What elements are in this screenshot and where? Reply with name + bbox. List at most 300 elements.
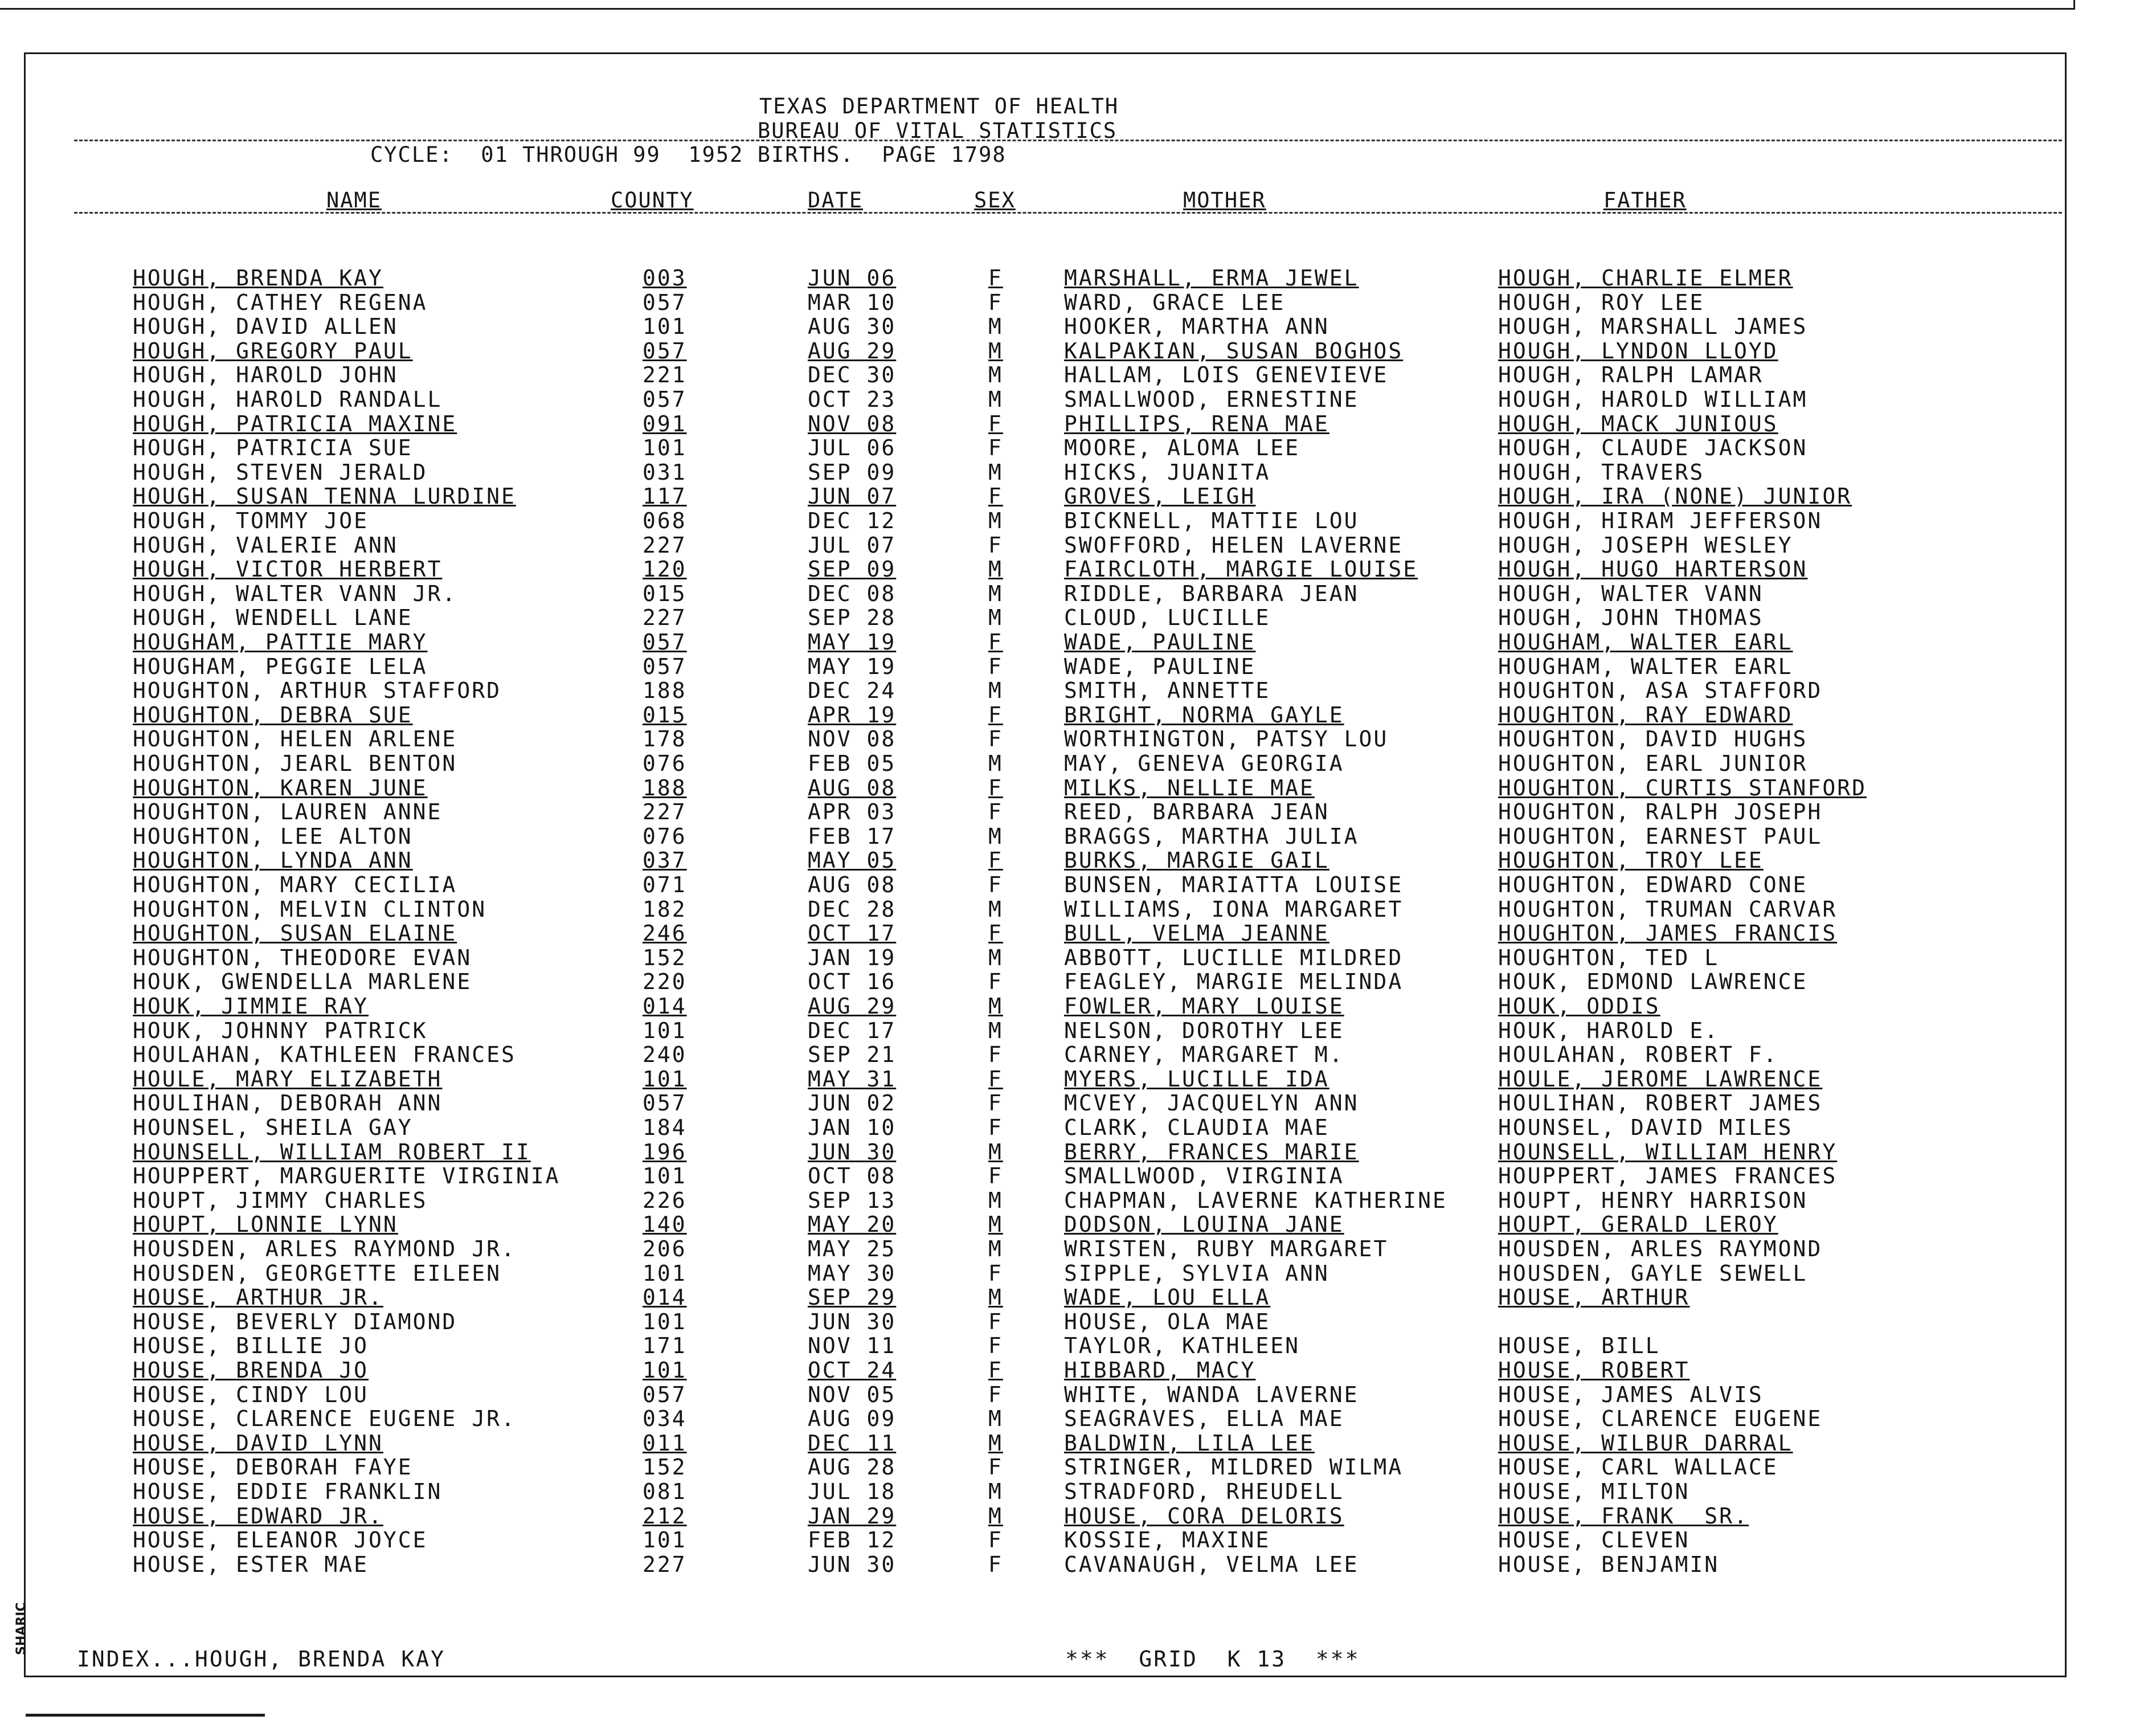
cell-father: HOUSE, MILTON xyxy=(1498,1479,1690,1504)
cell-sex: M xyxy=(988,1139,1003,1165)
cell-mother: FAIRCLOTH, MARGIE LOUISE xyxy=(1064,557,1418,582)
cell-county: 003 xyxy=(643,265,687,291)
cell-sex: F xyxy=(988,872,1003,897)
cell-father: HOUGH, JOSEPH WESLEY xyxy=(1498,532,1793,558)
cell-county: 184 xyxy=(643,1115,687,1140)
cell-mother: RIDDLE, BARBARA JEAN xyxy=(1064,581,1359,606)
cell-name: HOUK, JIMMIE RAY xyxy=(133,994,369,1019)
cell-father: HOUSE, CLEVEN xyxy=(1498,1527,1690,1553)
table-row xyxy=(0,1383,2156,1407)
cell-county: 057 xyxy=(643,289,687,315)
table-row xyxy=(0,727,2156,751)
cell-father: HOULAHAN, ROBERT F. xyxy=(1498,1042,1778,1068)
cell-name: HOUGH, CATHEY REGENA xyxy=(133,289,428,315)
cell-mother: NELSON, DOROTHY LEE xyxy=(1064,1018,1344,1043)
cell-county: 037 xyxy=(643,848,687,873)
cell-name: HOUGH, WENDELL LANE xyxy=(133,605,413,631)
cell-name: HOUGH, WALTER VANN JR. xyxy=(133,581,457,606)
cell-name: HOUSE, CLARENCE EUGENE JR. xyxy=(133,1406,516,1432)
cell-county: 227 xyxy=(643,799,687,825)
table-row xyxy=(0,460,2156,484)
cell-date: DEC 28 xyxy=(808,896,897,922)
cell-date: JAN 19 xyxy=(808,945,897,970)
table-row xyxy=(0,1261,2156,1285)
cell-sex: F xyxy=(988,1551,1003,1577)
cell-date: DEC 12 xyxy=(808,508,897,533)
cell-county: 057 xyxy=(643,338,687,363)
cell-father: HOUGHTON, EARNEST PAUL xyxy=(1498,823,1823,849)
cell-date: NOV 08 xyxy=(808,726,897,752)
cell-sex: F xyxy=(988,1090,1003,1116)
table-row xyxy=(0,606,2156,630)
cell-mother: PHILLIPS, RENA MAE xyxy=(1064,411,1329,436)
table-row xyxy=(0,412,2156,436)
cell-county: 014 xyxy=(643,994,687,1019)
table-row xyxy=(0,970,2156,994)
cell-father: HOUK, EDMOND LAWRENCE xyxy=(1498,969,1808,995)
cell-date: SEP 13 xyxy=(808,1187,897,1213)
cell-date: AUG 30 xyxy=(808,314,897,340)
cell-name: HOUSDEN, GEORGETTE EILEEN xyxy=(133,1260,501,1286)
cell-date: JUL 06 xyxy=(808,435,897,461)
cell-county: 227 xyxy=(643,1551,687,1577)
cell-county: 188 xyxy=(643,775,687,800)
cell-sex: M xyxy=(988,314,1003,340)
cell-sex: M xyxy=(988,1503,1003,1529)
cell-sex: F xyxy=(988,484,1003,509)
cell-county: 206 xyxy=(643,1236,687,1261)
cell-mother: FEAGLEY, MARGIE MELINDA xyxy=(1064,969,1404,995)
cell-county: 140 xyxy=(643,1212,687,1237)
cell-sex: M xyxy=(988,945,1003,970)
cell-father: HOUGH, LYNDON LLOYD xyxy=(1498,338,1778,363)
cell-mother: BUNSEN, MARIATTA LOUISE xyxy=(1064,872,1404,897)
cell-sex: F xyxy=(988,1382,1003,1407)
cell-father: HOUGH, HUGO HARTERSON xyxy=(1498,557,1808,582)
table-row xyxy=(0,291,2156,314)
cell-mother: WRISTEN, RUBY MARGARET xyxy=(1064,1236,1389,1261)
table-row xyxy=(0,800,2156,824)
cell-county: 031 xyxy=(643,459,687,485)
cell-father: HOUSE, BILL xyxy=(1498,1333,1660,1359)
cell-sex: F xyxy=(988,1042,1003,1068)
cell-date: AUG 08 xyxy=(808,872,897,897)
cell-name: HOUSE, BEVERLY DIAMOND xyxy=(133,1309,457,1334)
cell-county: 057 xyxy=(643,653,687,679)
cell-date: JAN 29 xyxy=(808,1503,897,1529)
cell-father: HOUPT, GERALD LEROY xyxy=(1498,1212,1778,1237)
table-row xyxy=(0,1334,2156,1358)
table-row xyxy=(0,582,2156,606)
table-row xyxy=(0,946,2156,970)
table-row xyxy=(0,751,2156,775)
cell-father: HOUNSELL, WILLIAM HENRY xyxy=(1498,1139,1838,1165)
cell-name: HOUGH, BRENDA KAY xyxy=(133,265,383,291)
cell-father: HOUGH, IRA (NONE) JUNIOR xyxy=(1498,484,1852,509)
cell-sex: F xyxy=(988,969,1003,995)
cell-sex: F xyxy=(988,435,1003,461)
cell-date: JUN 30 xyxy=(808,1551,897,1577)
cell-county: 152 xyxy=(643,1455,687,1480)
table-row xyxy=(0,897,2156,921)
cell-mother: WILLIAMS, IONA MARGARET xyxy=(1064,896,1404,922)
cell-county: 015 xyxy=(643,581,687,606)
table-row xyxy=(0,1188,2156,1212)
cell-father: HOUGHTON, TROY LEE xyxy=(1498,848,1764,873)
cell-mother: HOUSE, OLA MAE xyxy=(1064,1309,1271,1334)
cell-father: HOUSDEN, ARLES RAYMOND xyxy=(1498,1236,1823,1261)
cell-father: HOUGH, HIRAM JEFFERSON xyxy=(1498,508,1823,533)
cell-name: HOUGHTON, MELVIN CLINTON xyxy=(133,896,487,922)
table-row xyxy=(0,314,2156,338)
header-line-3: CYCLE: 01 THROUGH 99 1952 BIRTHS. PAGE 1798 xyxy=(370,142,1007,167)
cell-father: HOUPPERT, JAMES FRANCES xyxy=(1498,1163,1838,1189)
table-row xyxy=(0,1553,2156,1576)
cell-county: 011 xyxy=(643,1430,687,1456)
cell-county: 101 xyxy=(643,1018,687,1043)
cell-date: FEB 12 xyxy=(808,1527,897,1553)
cell-name: HOUSE, BILLIE JO xyxy=(133,1333,369,1359)
cell-county: 101 xyxy=(643,1309,687,1334)
cell-mother: SMALLWOOD, VIRGINIA xyxy=(1064,1163,1344,1189)
cell-mother: CLOUD, LUCILLE xyxy=(1064,605,1271,631)
cell-mother: WARD, GRACE LEE xyxy=(1064,289,1286,315)
cell-name: HOUSDEN, ARLES RAYMOND JR. xyxy=(133,1236,516,1261)
cell-father: HOUSE, JAMES ALVIS xyxy=(1498,1382,1764,1407)
cell-sex: M xyxy=(988,1018,1003,1043)
cell-date: SEP 09 xyxy=(808,557,897,582)
table-row xyxy=(0,1285,2156,1309)
cell-date: AUG 08 xyxy=(808,775,897,800)
cell-mother: WADE, PAULINE xyxy=(1064,630,1256,655)
header-line-1: TEXAS DEPARTMENT OF HEALTH xyxy=(759,94,1119,119)
cell-date: OCT 16 xyxy=(808,969,897,995)
grid-label: *** GRID K 13 *** xyxy=(1065,1647,1360,1672)
cell-sex: M xyxy=(988,994,1003,1019)
cell-father: HOUGHTON, EARL JUNIOR xyxy=(1498,751,1808,776)
cell-date: APR 03 xyxy=(808,799,897,825)
cell-date: SEP 21 xyxy=(808,1042,897,1068)
cell-county: 101 xyxy=(643,314,687,340)
cell-county: 101 xyxy=(643,1163,687,1189)
cell-name: HOUGH, STEVEN JERALD xyxy=(133,459,428,485)
cell-sex: F xyxy=(988,1455,1003,1480)
cell-father: HOUK, HAROLD E. xyxy=(1498,1018,1720,1043)
cell-name: HOUGH, DAVID ALLEN xyxy=(133,314,398,340)
cell-mother: WADE, LOU ELLA xyxy=(1064,1285,1271,1310)
cell-date: MAY 05 xyxy=(808,848,897,873)
cell-sex: M xyxy=(988,823,1003,849)
cell-father: HOUGHAM, WALTER EARL xyxy=(1498,630,1793,655)
cell-father: HOUGH, CLAUDE JACKSON xyxy=(1498,435,1808,461)
cell-county: 034 xyxy=(643,1406,687,1432)
table-row xyxy=(0,387,2156,411)
cell-county: 152 xyxy=(643,945,687,970)
cell-mother: HIBBARD, MACY xyxy=(1064,1358,1256,1383)
table-row xyxy=(0,1407,2156,1431)
cell-mother: SMALLWOOD, ERNESTINE xyxy=(1064,387,1359,412)
cell-sex: F xyxy=(988,1163,1003,1189)
cell-mother: HOUSE, CORA DELORIS xyxy=(1064,1503,1344,1529)
cell-name: HOUGHTON, LYNDA ANN xyxy=(133,848,413,873)
cell-father: HOUSDEN, GAYLE SEWELL xyxy=(1498,1260,1808,1286)
cell-father: HOUPT, HENRY HARRISON xyxy=(1498,1187,1808,1213)
table-row xyxy=(0,848,2156,872)
cell-county: 246 xyxy=(643,921,687,946)
cell-mother: BURKS, MARGIE GAIL xyxy=(1064,848,1329,873)
cell-name: HOUGH, PATRICIA MAXINE xyxy=(133,411,457,436)
cell-name: HOUGHTON, LAUREN ANNE xyxy=(133,799,443,825)
cell-mother: WADE, PAULINE xyxy=(1064,653,1256,679)
cell-sex: M xyxy=(988,387,1003,412)
cell-name: HOULAHAN, KATHLEEN FRANCES xyxy=(133,1042,516,1068)
table-row xyxy=(0,776,2156,800)
cell-mother: REED, BARBARA JEAN xyxy=(1064,799,1329,825)
cell-mother: BICKNELL, MATTIE LOU xyxy=(1064,508,1359,533)
cell-name: HOUGHTON, HELEN ARLENE xyxy=(133,726,457,752)
cell-county: 071 xyxy=(643,872,687,897)
cell-sex: F xyxy=(988,532,1003,558)
table-row xyxy=(0,655,2156,679)
cell-county: 120 xyxy=(643,557,687,582)
header-separator xyxy=(74,140,2062,141)
cell-name: HOUGH, TOMMY JOE xyxy=(133,508,369,533)
cell-mother: MOORE, ALOMA LEE xyxy=(1064,435,1300,461)
cell-mother: HOOKER, MARTHA ANN xyxy=(1064,314,1329,340)
cell-mother: CLARK, CLAUDIA MAE xyxy=(1064,1115,1329,1140)
column-header-name: NAME xyxy=(326,188,382,213)
cell-sex: F xyxy=(988,702,1003,728)
cell-name: HOUSE, EDWARD JR. xyxy=(133,1503,383,1529)
cell-sex: M xyxy=(988,1479,1003,1504)
cell-mother: DODSON, LOUINA JANE xyxy=(1064,1212,1344,1237)
cell-father: HOUGHTON, EDWARD CONE xyxy=(1498,872,1808,897)
cell-sex: M xyxy=(988,581,1003,606)
cell-county: 182 xyxy=(643,896,687,922)
cell-date: SEP 28 xyxy=(808,605,897,631)
cell-name: HOUGHAM, PATTIE MARY xyxy=(133,630,428,655)
cell-date: MAY 25 xyxy=(808,1236,897,1261)
cell-county: 101 xyxy=(643,1527,687,1553)
table-row xyxy=(0,1455,2156,1479)
cell-father: HOUSE, ARTHUR xyxy=(1498,1285,1690,1310)
table-row xyxy=(0,533,2156,557)
table-row xyxy=(0,1091,2156,1115)
table-row xyxy=(0,1019,2156,1043)
table-row xyxy=(0,679,2156,702)
cell-date: MAY 31 xyxy=(808,1066,897,1092)
cell-date: MAY 30 xyxy=(808,1260,897,1286)
cell-mother: HICKS, JUANITA xyxy=(1064,459,1271,485)
cell-mother: MCVEY, JACQUELYN ANN xyxy=(1064,1090,1359,1116)
cell-date: AUG 09 xyxy=(808,1406,897,1432)
cell-date: JUL 18 xyxy=(808,1479,897,1504)
table-row xyxy=(0,363,2156,387)
column-header-county: COUNTY xyxy=(611,188,694,213)
cell-name: HOULIHAN, DEBORAH ANN xyxy=(133,1090,443,1116)
column-header-mother: MOTHER xyxy=(1183,188,1266,213)
cell-father: HOUGHTON, ASA STAFFORD xyxy=(1498,678,1823,704)
cell-name: HOUSE, ARTHUR JR. xyxy=(133,1285,383,1310)
cell-county: 068 xyxy=(643,508,687,533)
cell-date: NOV 11 xyxy=(808,1333,897,1359)
cell-sex: M xyxy=(988,751,1003,776)
cell-date: FEB 17 xyxy=(808,823,897,849)
cell-mother: BALDWIN, LILA LEE xyxy=(1064,1430,1315,1456)
cell-mother: GROVES, LEIGH xyxy=(1064,484,1256,509)
table-row xyxy=(0,1067,2156,1091)
cell-mother: MILKS, NELLIE MAE xyxy=(1064,775,1315,800)
cell-father: HOUGH, WALTER VANN xyxy=(1498,581,1764,606)
cell-sex: M xyxy=(988,678,1003,704)
cell-mother: TAYLOR, KATHLEEN xyxy=(1064,1333,1300,1359)
cell-name: HOUSE, ESTER MAE xyxy=(133,1551,369,1577)
cell-county: 227 xyxy=(643,605,687,631)
cell-sex: M xyxy=(988,338,1003,363)
cell-name: HOUGH, VICTOR HERBERT xyxy=(133,557,443,582)
cell-mother: KALPAKIAN, SUSAN BOGHOS xyxy=(1064,338,1404,363)
cell-father: HOUGH, RALPH LAMAR xyxy=(1498,362,1764,388)
cell-county: 057 xyxy=(643,1382,687,1407)
cell-name: HOUSE, EDDIE FRANKLIN xyxy=(133,1479,443,1504)
cell-sex: M xyxy=(988,1236,1003,1261)
cell-sex: F xyxy=(988,775,1003,800)
cell-name: HOUNSEL, SHEILA GAY xyxy=(133,1115,413,1140)
cell-county: 178 xyxy=(643,726,687,752)
cell-county: 196 xyxy=(643,1139,687,1165)
cell-name: HOUGHTON, MARY CECILIA xyxy=(133,872,457,897)
cell-sex: F xyxy=(988,630,1003,655)
cell-mother: MAY, GENEVA GEORGIA xyxy=(1064,751,1344,776)
cell-sex: M xyxy=(988,1285,1003,1310)
cell-sex: M xyxy=(988,459,1003,485)
cell-mother: SIPPLE, SYLVIA ANN xyxy=(1064,1260,1329,1286)
cell-mother: MYERS, LUCILLE IDA xyxy=(1064,1066,1329,1092)
cell-sex: F xyxy=(988,1358,1003,1383)
column-header-separator xyxy=(74,212,2062,214)
cell-county: 220 xyxy=(643,969,687,995)
cell-father: HOUSE, CARL WALLACE xyxy=(1498,1455,1778,1480)
cell-date: AUG 28 xyxy=(808,1455,897,1480)
table-row xyxy=(0,1504,2156,1528)
cell-sex: M xyxy=(988,896,1003,922)
table-row xyxy=(0,436,2156,460)
cell-sex: M xyxy=(988,557,1003,582)
cell-date: AUG 29 xyxy=(808,994,897,1019)
cell-sex: M xyxy=(988,605,1003,631)
cell-mother: SWOFFORD, HELEN LAVERNE xyxy=(1064,532,1404,558)
table-row xyxy=(0,630,2156,654)
cell-mother: STRADFORD, RHEUDELL xyxy=(1064,1479,1344,1504)
table-row xyxy=(0,1043,2156,1067)
cell-date: OCT 24 xyxy=(808,1358,897,1383)
cell-name: HOUGHTON, ARTHUR STAFFORD xyxy=(133,678,501,704)
table-row xyxy=(0,484,2156,508)
table-row xyxy=(0,873,2156,897)
cell-date: DEC 11 xyxy=(808,1430,897,1456)
cell-sex: F xyxy=(988,653,1003,679)
cell-father: HOUGHTON, TED L xyxy=(1498,945,1720,970)
cell-name: HOUGH, HAROLD JOHN xyxy=(133,362,398,388)
top-border xyxy=(0,0,2075,10)
table-row xyxy=(0,1116,2156,1139)
cell-date: FEB 05 xyxy=(808,751,897,776)
cell-name: HOUK, JOHNNY PATRICK xyxy=(133,1018,428,1043)
table-row xyxy=(0,1140,2156,1164)
cell-county: 015 xyxy=(643,702,687,728)
cell-date: JUN 30 xyxy=(808,1139,897,1165)
table-row xyxy=(0,1431,2156,1455)
cell-name: HOUGHTON, THEODORE EVAN xyxy=(133,945,472,970)
cell-father: HOULIHAN, ROBERT JAMES xyxy=(1498,1090,1823,1116)
cell-county: 221 xyxy=(643,362,687,388)
column-header-father: FATHER xyxy=(1603,188,1687,213)
cell-sex: F xyxy=(988,726,1003,752)
cell-sex: F xyxy=(988,1333,1003,1359)
cell-county: 227 xyxy=(643,532,687,558)
cell-sex: F xyxy=(988,265,1003,291)
cell-mother: SMITH, ANNETTE xyxy=(1064,678,1271,704)
cell-father: HOUSE, FRANK SR. xyxy=(1498,1503,1749,1529)
cell-father: HOUSE, CLARENCE EUGENE xyxy=(1498,1406,1823,1432)
cell-county: 117 xyxy=(643,484,687,509)
cell-mother: KOSSIE, MAXINE xyxy=(1064,1527,1271,1553)
table-row xyxy=(0,1164,2156,1188)
cell-date: MAR 10 xyxy=(808,289,897,315)
cell-mother: BRIGHT, NORMA GAYLE xyxy=(1064,702,1344,728)
cell-name: HOUNSELL, WILLIAM ROBERT II xyxy=(133,1139,531,1165)
cell-sex: M xyxy=(988,508,1003,533)
cell-date: DEC 17 xyxy=(808,1018,897,1043)
cell-name: HOUGH, VALERIE ANN xyxy=(133,532,398,558)
cell-sex: F xyxy=(988,411,1003,436)
cell-date: MAY 19 xyxy=(808,653,897,679)
cell-date: AUG 29 xyxy=(808,338,897,363)
cell-date: OCT 23 xyxy=(808,387,897,412)
cell-mother: MARSHALL, ERMA JEWEL xyxy=(1064,265,1359,291)
cell-sex: M xyxy=(988,1187,1003,1213)
cell-date: JUN 06 xyxy=(808,265,897,291)
cell-sex: F xyxy=(988,848,1003,873)
cell-father: HOUGHTON, RAY EDWARD xyxy=(1498,702,1793,728)
cell-county: 057 xyxy=(643,387,687,412)
cell-father: HOUSE, ROBERT xyxy=(1498,1358,1690,1383)
cell-sex: F xyxy=(988,799,1003,825)
cell-father: HOUSE, WILBUR DARRAL xyxy=(1498,1430,1793,1456)
cell-sex: F xyxy=(988,921,1003,946)
cell-county: 212 xyxy=(643,1503,687,1529)
cell-name: HOUSE, ELEANOR JOYCE xyxy=(133,1527,428,1553)
cell-date: JAN 10 xyxy=(808,1115,897,1140)
cell-date: NOV 08 xyxy=(808,411,897,436)
cell-father: HOUGHTON, CURTIS STANFORD xyxy=(1498,775,1867,800)
cell-county: 014 xyxy=(643,1285,687,1310)
cell-father: HOUGH, MARSHALL JAMES xyxy=(1498,314,1808,340)
cell-date: DEC 30 xyxy=(808,362,897,388)
table-row xyxy=(0,1480,2156,1504)
table-row xyxy=(0,1212,2156,1236)
cell-father: HOUK, ODDIS xyxy=(1498,994,1660,1019)
cell-date: DEC 24 xyxy=(808,678,897,704)
cell-mother: SEAGRAVES, ELLA MAE xyxy=(1064,1406,1344,1432)
cell-county: 057 xyxy=(643,630,687,655)
cell-father: HOUGH, CHARLIE ELMER xyxy=(1498,265,1793,291)
cell-county: 057 xyxy=(643,1090,687,1116)
cell-father: HOUGHTON, TRUMAN CARVAR xyxy=(1498,896,1838,922)
cell-date: DEC 08 xyxy=(808,581,897,606)
cell-name: HOUGH, PATRICIA SUE xyxy=(133,435,413,461)
cell-county: 101 xyxy=(643,1066,687,1092)
